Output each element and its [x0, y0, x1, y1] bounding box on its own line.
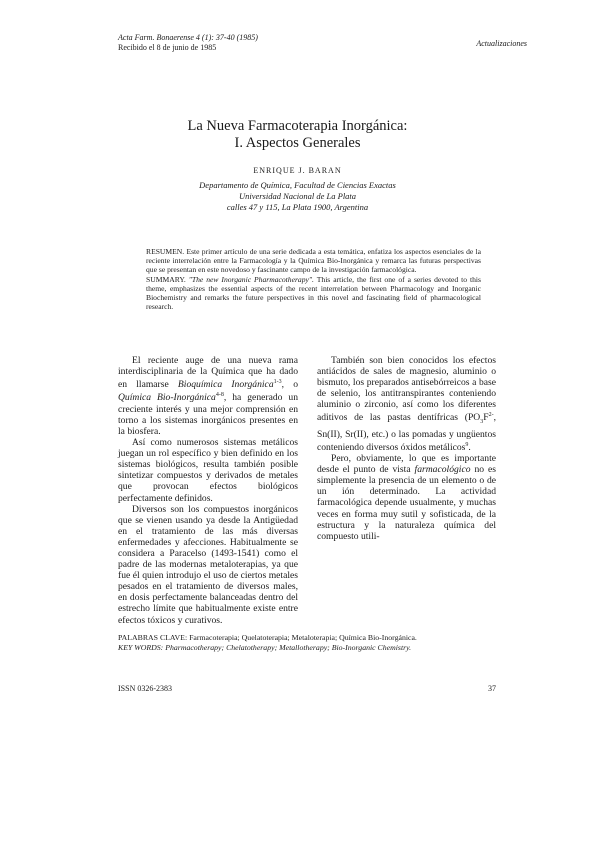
citation-superscript: 9 — [465, 441, 469, 448]
summary-paragraph — [146, 275, 481, 312]
page-number: 37 — [488, 684, 496, 693]
summary-text: This article, the first one of a series devoted to this theme, emphasizes the essential aspects of the recent interrelation between Pharmacology and Inorganic Biochemistry and remarks the future perspectives in this novel and fascinating field of pharmacological research. — [146, 274, 481, 312]
keywords-es-label: PALABRAS CLAVE: — [118, 633, 188, 642]
body-paragraph — [317, 355, 496, 453]
body-column-right — [317, 355, 496, 542]
body-paragraph — [317, 453, 496, 542]
text-run: El reciente auge de una nueva rama interdisciplinaria de la Química que ha dado en llamarse — [118, 355, 298, 391]
affiliation-line-3: calles 47 y 115, La Plata 1900, Argentina — [226, 202, 369, 212]
text-run: , ha generado un creciente interés y una mejor comprensión en torno a los sistemas inorgánicos presentes en la biosfera. — [118, 392, 298, 437]
journal-citation: Acta Farm. Bonaerense 4 (1): 37-40 (1985) — [118, 33, 258, 42]
summary-title: "The new Inorganic Pharmacotherapy". — [188, 274, 314, 284]
resumen-text: Este primer artículo de una serie dedicada a esta temática, enfatiza los aspectos esenciales de la reciente interrelación entre la Farmacología y la Química Bio-Inorgánica y remarca las futuras perspectivas que se presentan en este novedoso y fascinante campo de la investigación farmacológica. — [146, 247, 481, 275]
keywords-english — [118, 643, 498, 653]
text-run-italic: farmacológico — [414, 464, 471, 476]
issn-number: ISSN 0326-2383 — [118, 684, 173, 693]
text-run: no es simplemente la presencia de un elemento o de un ión determinado. La actividad farmacológica depende usualmente, y muchas veces en forma muy sutil y sofisticada, de la estructura y la naturaleza química del compuesto utili- — [317, 464, 496, 542]
text-run: . — [468, 441, 471, 453]
text-run: También son bien conocidos los efectos antiácidos de sales de magnesio, aluminio o bismuto, los preparados antisebórreicos a base de selenio, los antitranspirantes conteniendo aluminio o zirconio, así como los diferentes aditivos de las pastas dentífricas (PO — [317, 355, 496, 424]
section-label: Actualizaciones — [476, 39, 527, 48]
title-line-2: I. Aspectos Generales — [234, 135, 361, 151]
summary-label: SUMMARY. — [146, 274, 186, 284]
keywords-es-text: Farmacoterapia; Quelatoterapia; Metaloterapia; Química Bio-Inorgánica. — [189, 633, 417, 642]
body-paragraph: Diversos son los compuestos inorgánicos que se vienen usando ya desde la Antigüedad en el tratamiento de las más diversas enfermedades y afecciones. Habitualmente se considera a Paracelso (1493-1541) como el padre de las modernas metaloterapias, ya que fue él quien introdujo el uso de ciertos metales pesados en el tratamiento de diversos males, en dosis perfectamente balanceadas dentro del estrecho límite que habitualmente existe entre efectos tóxicos y curativos. — [118, 503, 298, 626]
title-line-1: La Nueva Farmacoterapia Inorgánica: — [187, 118, 408, 134]
text-run: , o — [281, 379, 299, 391]
citation-superscript: 4-8 — [215, 392, 224, 399]
keywords-spanish — [118, 633, 498, 643]
running-header — [118, 33, 258, 53]
keywords-en-label: KEY WORDS: — [118, 643, 164, 652]
text-run-italic: Química Bio-Inorgánica — [118, 392, 216, 404]
body-paragraph: Así como numerosos sistemas metálicos juegan un rol específico y bien definido en los sistemas biológicos, resulta también posible sintetizar compuestos y derivados de metales que provocan efectos biológicos perfectamente definidos. — [118, 437, 298, 504]
text-run: , Sn(II), Sr(II), etc.) o las pomadas y ungüentos conteniendo diversos óxidos metálicos — [317, 412, 496, 453]
keywords-block — [118, 633, 498, 653]
text-run: F — [483, 412, 489, 424]
received-date: Recibido el 8 de junio de 1985 — [118, 43, 217, 52]
abstract-block — [146, 247, 481, 311]
keywords-en-text: Pharmacotherapy; Chelatotherapy; Metallotherapy; Bio-Inorganic Chemistry. — [165, 643, 412, 652]
resumen-label: RESUMEN. — [146, 247, 185, 256]
affiliation — [0, 180, 595, 213]
text-run-italic: Bioquímica Inorgánica — [177, 379, 274, 391]
author-name: ENRIQUE J. BARAN — [253, 166, 342, 175]
body-column-left — [118, 355, 298, 626]
citation-superscript: 1-3 — [273, 379, 282, 386]
affiliation-line-1: Departamento de Química, Facultad de Ciencias Exactas — [199, 180, 396, 190]
formula-subscript: 3 — [480, 419, 484, 426]
formula-superscript: 2- — [488, 412, 494, 419]
resumen-paragraph — [146, 247, 481, 275]
page-title — [0, 118, 595, 152]
text-run: Pero, obviamente, lo que es importante desde el punto de vista — [317, 453, 496, 476]
affiliation-line-2: Universidad Nacional de La Plata — [238, 191, 357, 201]
body-paragraph — [118, 355, 298, 437]
